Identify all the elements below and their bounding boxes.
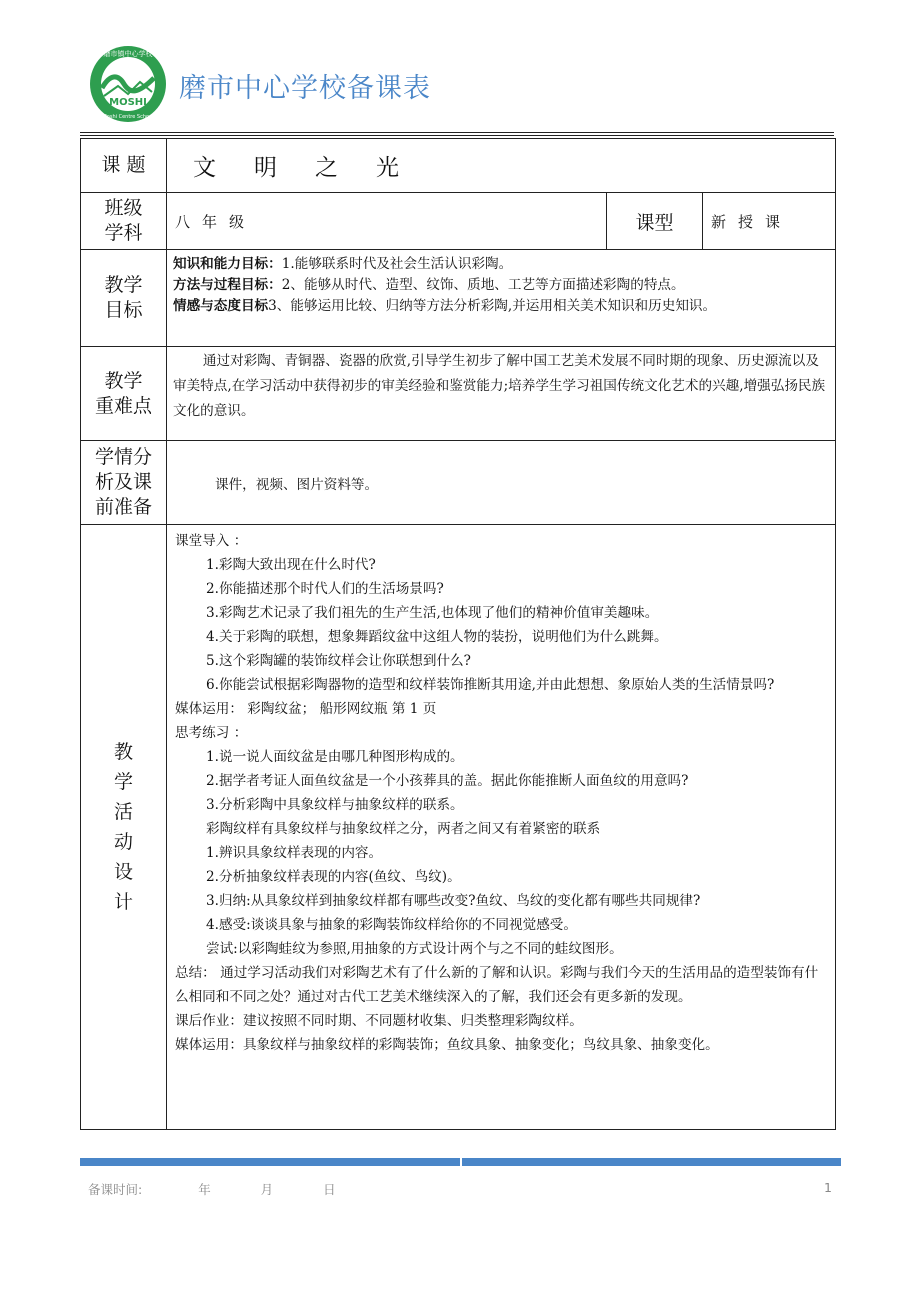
svg-text:Moshi Centre School: Moshi Centre School <box>102 114 154 120</box>
row-difficult <box>81 347 836 441</box>
activity-line: 5.这个彩陶罐的装饰纹样会让你联想到什么? <box>206 653 471 669</box>
goal-emotion: 情感与态度目标3、能够运用比较、归纳等方法分析彩陶,并运用相关美术知识和历史知识。 <box>173 298 717 314</box>
activity-line: 1.辨识具象纹样表现的内容。 <box>206 845 383 861</box>
activity-line: 思考练习 ： <box>175 725 248 741</box>
activity-line: 1.彩陶大致出现在什么时代? <box>206 557 376 573</box>
footer-year: 年 <box>198 1182 211 1197</box>
row-goals <box>81 250 836 347</box>
activity-line: 彩陶纹样有具象纹样与抽象纹样之分，两者之间又有着紧密的联系 <box>206 821 601 837</box>
footer-month: 月 <box>260 1182 274 1197</box>
goals-content <box>167 250 836 347</box>
activity-line: 3.分析彩陶中具象纹样与抽象纹样的联系。 <box>206 797 464 813</box>
svg-text:磨市镇中心学校: 磨市镇中心学校 <box>103 50 153 58</box>
row-class <box>81 193 836 250</box>
footer-date-label: 备课时间: <box>88 1182 143 1197</box>
type-label: 课型 <box>607 193 703 250</box>
svg-text:MOSHI: MOSHI <box>109 97 147 108</box>
row-prep <box>81 441 836 525</box>
activity-line: 媒体运用： 彩陶纹盆； 船形网纹瓶 第 1 页 <box>175 701 437 717</box>
topic-value: 文明之光 <box>167 139 836 193</box>
school-title: 磨市中心学校备课表 <box>179 73 431 104</box>
row-topic <box>81 139 836 193</box>
page-number: 1 <box>824 1180 832 1195</box>
row-activity <box>81 525 836 1130</box>
class-value: 八年级 <box>167 193 607 250</box>
footer-bar-divider <box>460 1158 462 1166</box>
activity-line: 3.彩陶艺术记录了我们祖先的生产生活,也体现了他们的精神价值审美趣味。 <box>206 605 659 621</box>
class-label: 班级 学科 <box>81 193 167 250</box>
activity-line: 1.说一说人面纹盆是由哪几种图形构成的。 <box>206 749 464 765</box>
prep-label: 学情分 析及课 前准备 <box>81 441 167 525</box>
activity-line: 尝试:以彩陶蛙纹为参照,用抽象的方式设计两个与之不同的蛙纹图形。 <box>206 941 623 957</box>
school-logo <box>88 44 168 124</box>
difficult-label: 教学 重难点 <box>81 347 167 441</box>
difficult-content: 通过对彩陶、青铜器、瓷器的欣赏,引导学生初步了解中国工艺美术发展不同时期的现象、历史源流以及审美特点,在学习活动中获得初步的审美经验和鉴赏能力;培养学生学习祖国传统文化艺术的兴趣,增强弘扬民族文化的意识。 <box>167 347 836 441</box>
footer-date <box>88 1180 336 1198</box>
activity-line: 3.归纳:从具象纹样到抽象纹样都有哪些改变?鱼纹、鸟纹的变化都有哪些共同规律? <box>206 893 701 909</box>
activity-line: 2.据学者考证人面鱼纹盆是一个小孩葬具的盖。据此你能推断人面鱼纹的用意吗? <box>206 773 689 789</box>
goal-method: 方法与过程目标：2、能够从时代、造型、纹饰、质地、工艺等方面描述彩陶的特点。 <box>173 277 685 293</box>
activity-label: 教 学 活 动 设 计 <box>81 525 167 1130</box>
header-rule <box>80 132 834 133</box>
activity-line: 2.分析抽象纹样表现的内容(鱼纹、鸟纹)。 <box>206 869 461 885</box>
activity-line: 总结： 通过学习活动我们对彩陶艺术有了什么新的了解和认识。彩陶与我们今天的生活用品的造型装饰有什么相同和不同之处？通过对古代工艺美术继续深入的了解，我们还会有更多新的发现。 <box>175 965 819 1005</box>
type-value: 新授课 <box>703 193 836 250</box>
activity-line: 媒体运用：具象纹样与抽象纹样的彩陶装饰；鱼纹具象、抽象变化；鸟纹具象、抽象变化。 <box>175 1037 719 1053</box>
topic-label: 课 题 <box>81 139 167 193</box>
footer-day: 日 <box>323 1182 336 1197</box>
activity-line: 课堂导入 ： <box>175 533 248 549</box>
activity-content <box>167 525 836 1130</box>
lesson-plan-table <box>80 138 836 1130</box>
prep-content: 课件，视频、图片资料等。 <box>167 441 836 525</box>
activity-line: 课后作业：建议按照不同时期、不同题材收集、归类整理彩陶纹样。 <box>175 1013 583 1029</box>
activity-line: 4.感受:谈谈具象与抽象的彩陶装饰纹样给你的不同视觉感受。 <box>206 917 577 933</box>
activity-line: 2.你能描述那个时代人们的生活场景吗? <box>206 581 444 597</box>
goals-label: 教学 目标 <box>81 250 167 347</box>
goal-knowledge: 知识和能力目标：1.能够联系时代及社会生活认识彩陶。 <box>173 256 513 272</box>
activity-line: 4.关于彩陶的联想，想象舞蹈纹盆中这组人物的装扮，说明他们为什么跳舞。 <box>206 629 668 645</box>
activity-line: 6.你能尝试根据彩陶器物的造型和纹样装饰推断其用途,并由此想想、象原始人类的生活情景吗? <box>206 677 775 693</box>
page-header <box>88 44 848 124</box>
header-rule-secondary <box>80 135 834 136</box>
